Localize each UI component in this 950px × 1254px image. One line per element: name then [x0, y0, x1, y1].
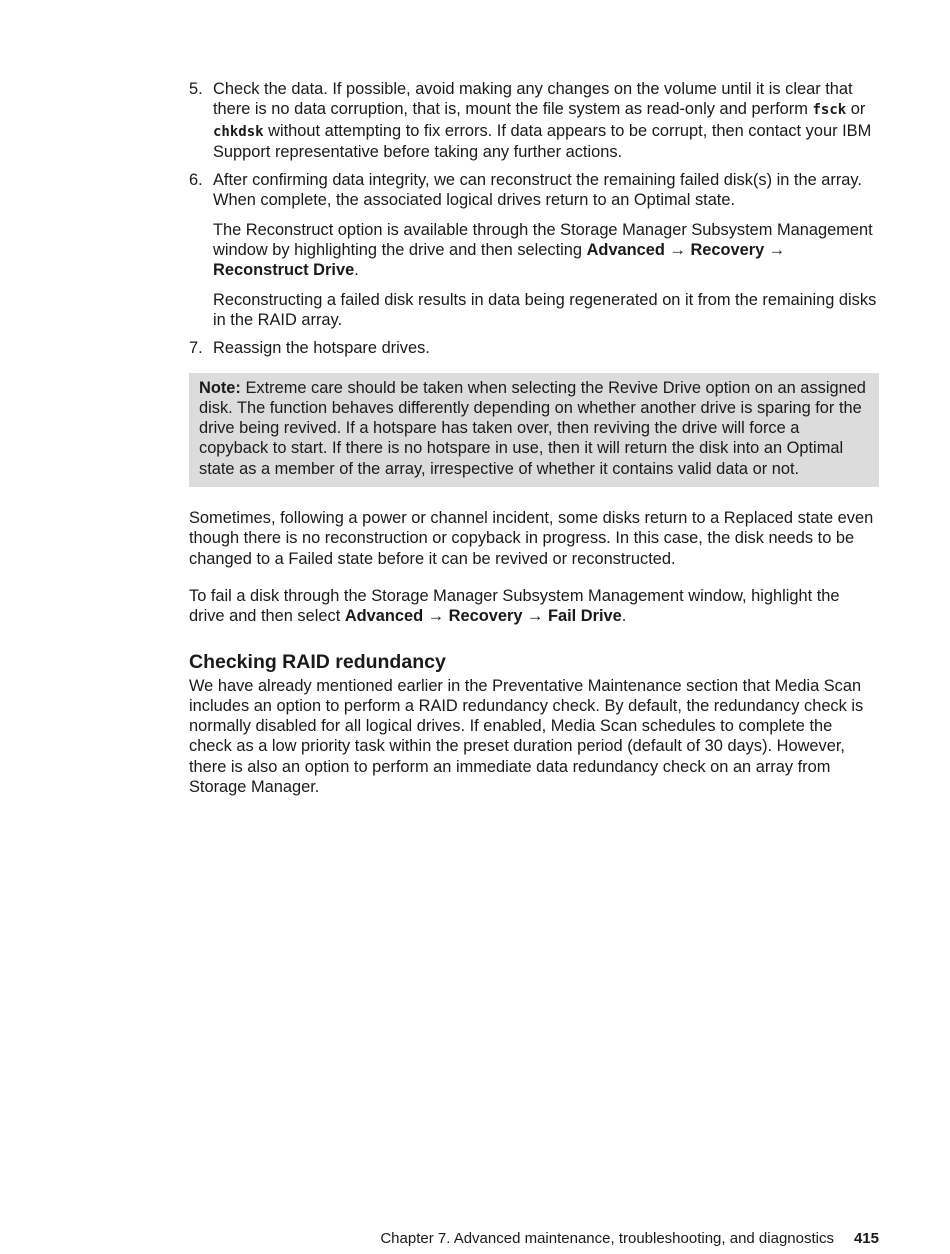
step-subparagraph: Reconstructing a failed disk results in data being regenerated on it from the remaining disks in the RAID array. — [213, 290, 877, 329]
numbered-steps — [189, 79, 879, 359]
body-paragraph: To fail a disk through the Storage Manager Subsystem Management window, highlight the drive and then select Advanced → Recovery → Fail Drive. — [189, 586, 840, 626]
menu-advanced: Advanced — [586, 241, 665, 260]
body-paragraph: Sometimes, following a power or channel incident, some disks return to a Replaced state even though there is no reconstruction or copyback in progress. In this case, the disk needs to be changed to a Failed state before it can be revived or reconstructed. — [189, 509, 874, 568]
step-subparagraph: The Reconstruct option is available through the Storage Manager Subsystem Management window by highlighting the drive and then selecting Advanced → Recovery → Reconstruct Drive. — [213, 220, 873, 280]
step-number: 5. — [189, 80, 203, 98]
step-6 — [189, 170, 879, 330]
command-chkdsk: chkdsk — [213, 123, 264, 140]
step-text: Check the data. If possible, avoid making any changes on the volume until it is clear that there is no data corruption, that is, mount the file system as read-only and perform — [213, 80, 853, 119]
note-box — [189, 373, 879, 487]
arrow-icon: → — [522, 607, 548, 626]
arrow-icon: → — [423, 607, 449, 626]
menu-advanced: Advanced — [344, 607, 424, 626]
step-text: without attempting to fix errors. If data appears to be corrupt, then contact your IBM Support representative before taking any further actions. — [213, 121, 872, 161]
menu-recovery: Recovery — [448, 607, 523, 626]
section-body: We have already mentioned earlier in the Preventative Maintenance section that Media Scan includes an option to perform a RAID redundancy check. By default, the redundancy check is normally disabled for all logical drives. If enabled, Media Scan schedules to complete the check as a low priority task within the preset duration period (default of 30 days). However, there is also an option to perform an immediate data redundancy check on an array from Storage Manager. — [189, 676, 864, 797]
step-7 — [189, 338, 879, 358]
command-fsck: fsck — [812, 102, 847, 119]
arrow-icon: → — [764, 241, 786, 260]
step-text: After confirming data integrity, we can reconstruct the remaining failed disk(s) in the array. When complete, the associated logical drives return to an Optimal state. — [213, 171, 862, 210]
step-number: 6. — [189, 171, 203, 190]
page-number: 415 — [853, 1230, 879, 1247]
page-content — [189, 79, 879, 797]
step-5 — [189, 79, 879, 162]
step-text: Reassign the hotspare drives. — [213, 339, 430, 358]
menu-recovery: Recovery — [690, 241, 765, 260]
chapter-title: Chapter 7. Advanced maintenance, troubleshooting, and diagnostics — [380, 1230, 834, 1247]
note-label: Note: — [199, 378, 241, 397]
section-heading: Checking RAID redundancy — [189, 650, 446, 673]
note-text: Extreme care should be taken when selecting the Revive Drive option on an assigned disk. The function behaves differently depending on whether another drive is sparing for the drive being revived. If a hotspare has taken over, then reviving the drive will force a copyback to start. If there is no hotspare in use, then it will return the disk into an Optimal state as a member of the array, irrespective of whether it contains valid data or not. — [199, 378, 866, 478]
menu-reconstruct-drive: Reconstruct Drive — [213, 261, 355, 280]
arrow-icon: → — [664, 241, 691, 260]
page-footer — [380, 1229, 879, 1249]
step-number: 7. — [189, 339, 203, 358]
menu-fail-drive: Fail Drive — [547, 607, 622, 626]
step-text: or — [846, 100, 866, 119]
